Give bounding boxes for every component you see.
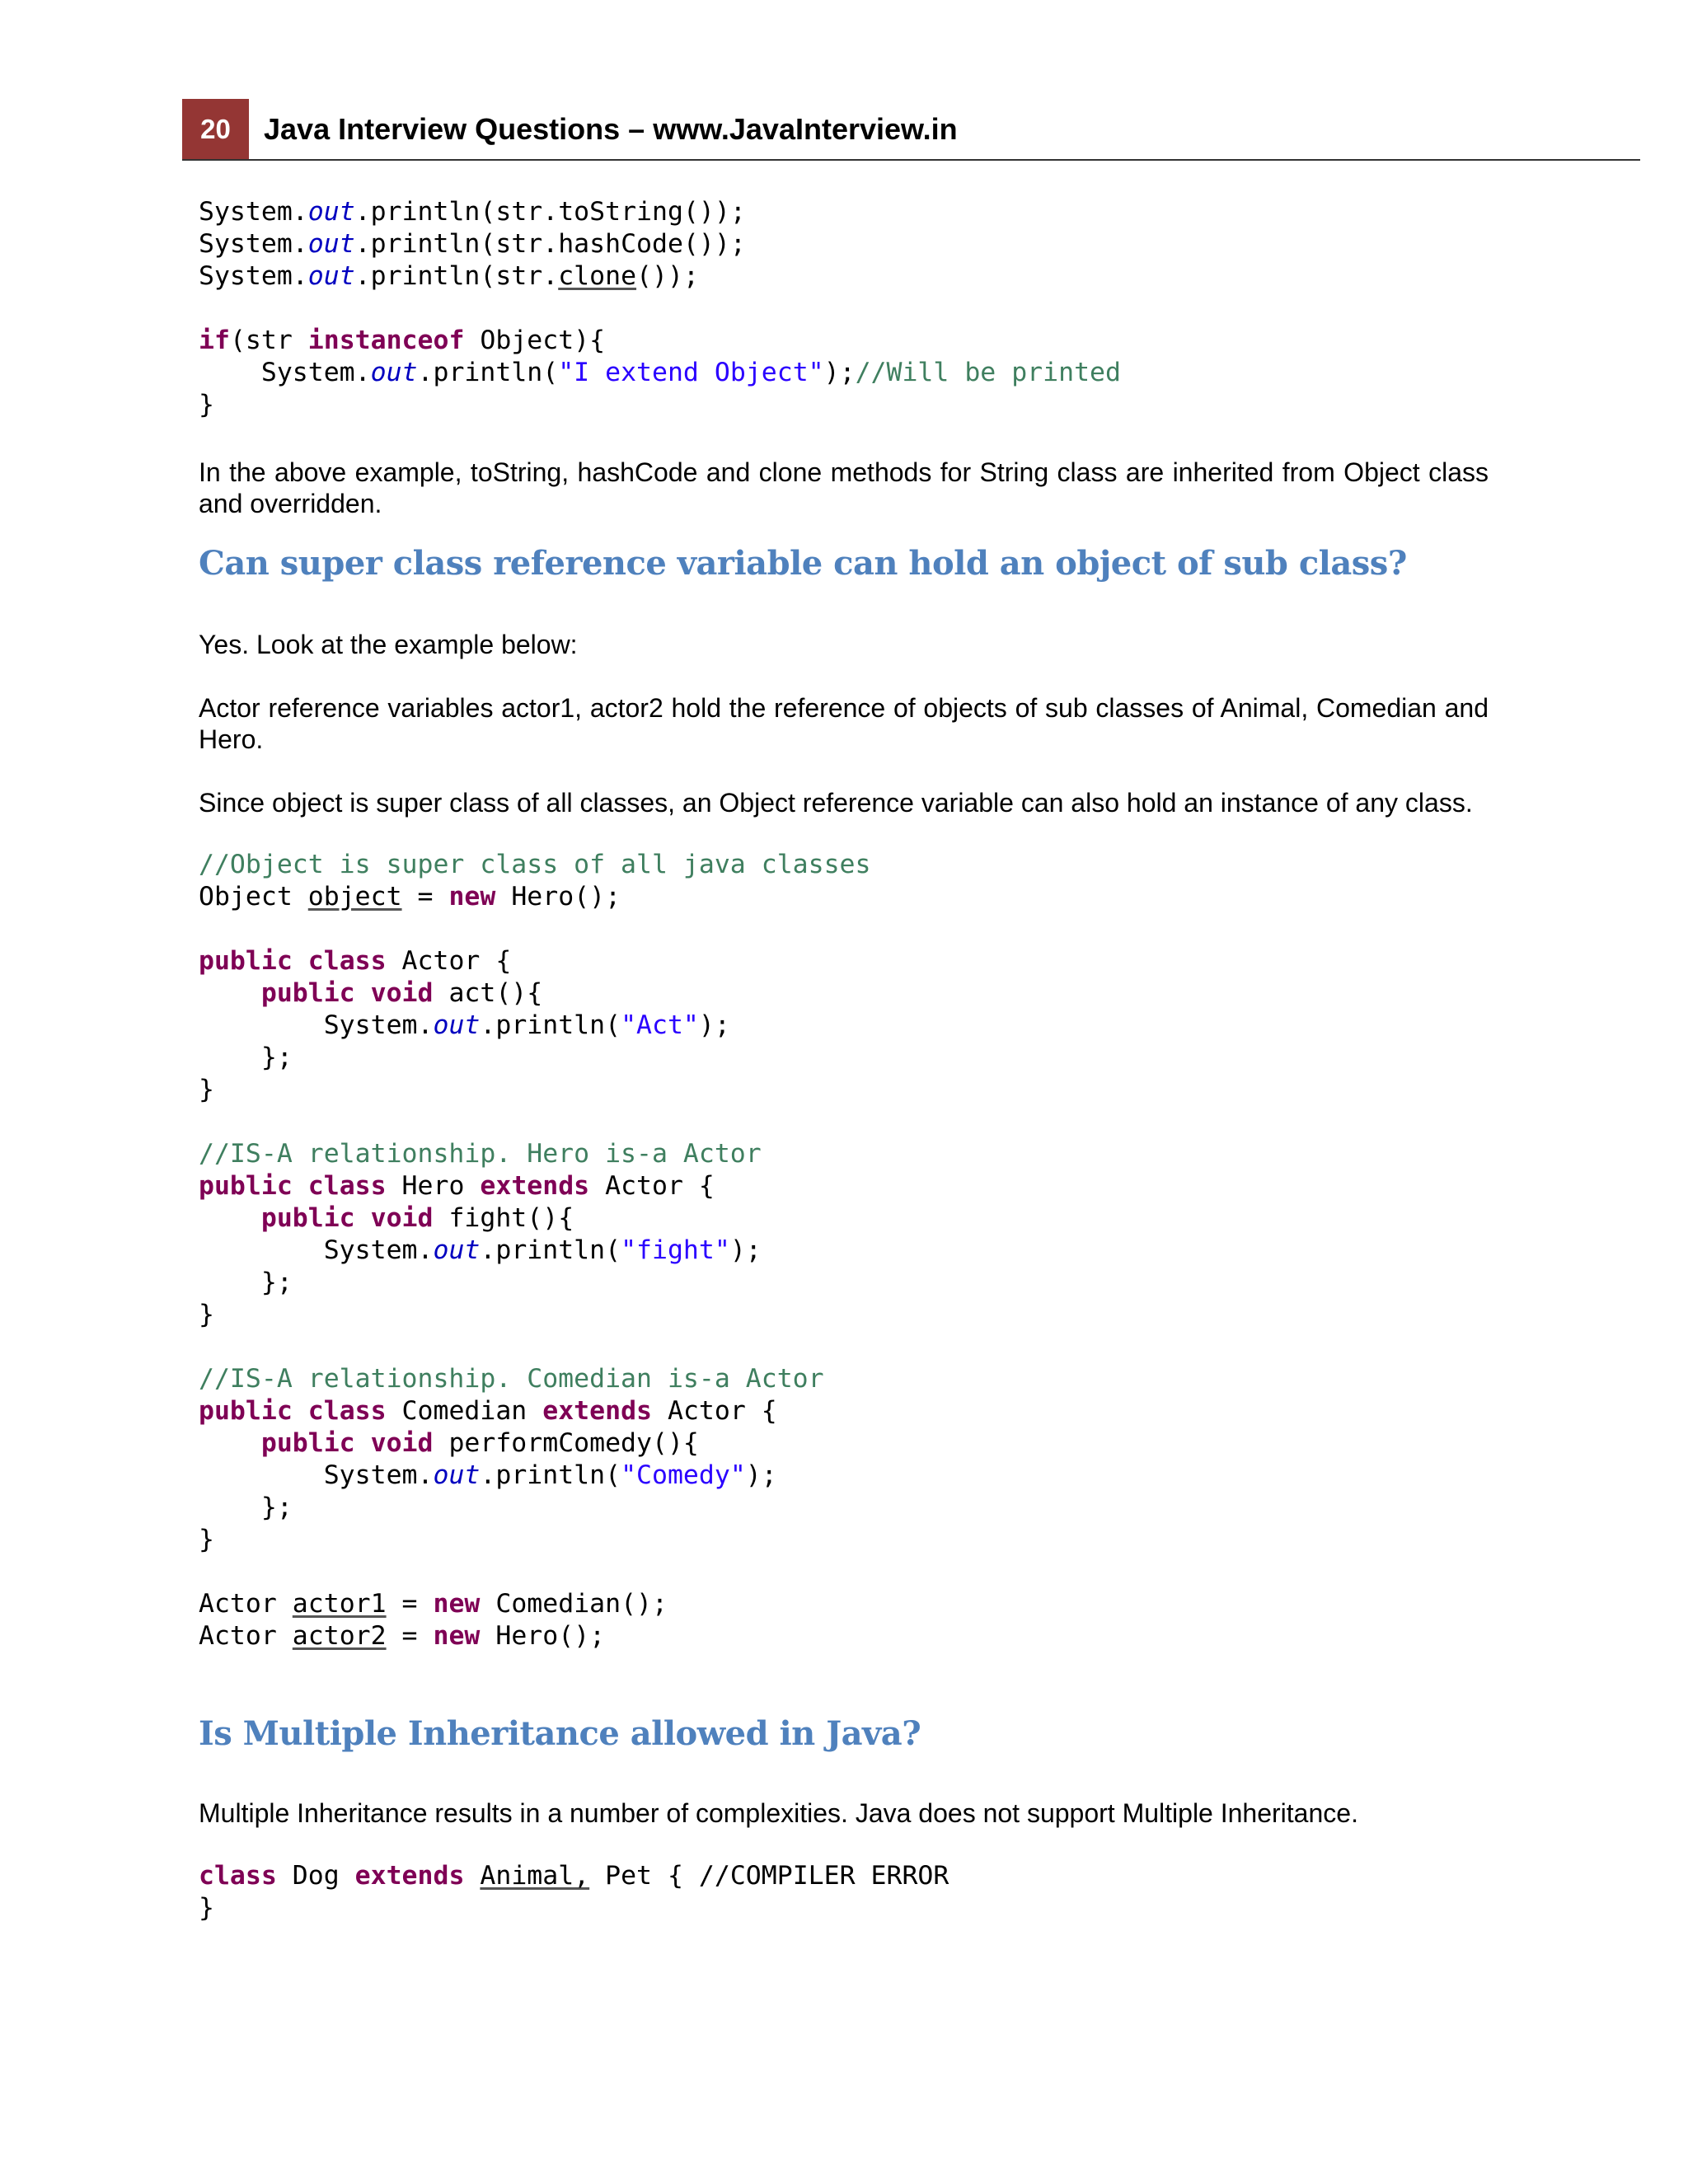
code-line: System.out.println("Act"); (199, 1010, 730, 1040)
code-line: public class Hero extends Actor { (199, 1171, 715, 1201)
code-line: } (199, 1300, 214, 1329)
code-block-tostring (199, 196, 1121, 421)
code-line: System.out.println("Comedy"); (199, 1460, 777, 1490)
code-line: public void act(){ (260, 978, 543, 1008)
code-line: System.out.println(str.clone()); (199, 261, 699, 291)
code-line: }; (199, 1268, 293, 1297)
code-line: class Dog extends Animal, Pet { //COMPILER ERROR (199, 1861, 950, 1891)
code-line: } (199, 1893, 214, 1923)
code-line: public class Comedian extends Actor { (199, 1396, 777, 1426)
paragraph-inheritance-explanation: In the above example, toString, hashCode and clone methods for String class are inherited from Object class and overridden. (199, 457, 1489, 518)
code-line: } (199, 1075, 214, 1104)
code-line: }; (199, 1493, 293, 1522)
code-comment: //IS-A relationship. Hero is-a Actor (199, 1139, 762, 1169)
code-comment: //IS-A relationship. Comedian is-a Actor (199, 1364, 824, 1394)
code-line: if(str instanceof Object){ (199, 326, 606, 355)
code-line: System.out.println(str.hashCode()); (199, 229, 746, 259)
code-block-dog-class (199, 1860, 949, 1924)
page-number-badge (182, 99, 249, 159)
code-blank-line (199, 1331, 870, 1363)
code-line: Actor actor2 = new Hero(); (199, 1621, 606, 1651)
paragraph-yes: Yes. Look at the example below: (199, 630, 578, 659)
code-blank-line (199, 913, 870, 945)
code-line: Object object = new Hero(); (199, 882, 621, 912)
code-line: Actor actor1 = new Comedian(); (199, 1589, 668, 1619)
code-blank-line (199, 1106, 870, 1138)
code-line: }; (199, 1043, 293, 1072)
paragraph-multiple-inheritance: Multiple Inheritance results in a number of complexities. Java does not support Multiple Inheritance. (199, 1798, 1358, 1828)
code-blank-line (199, 293, 1121, 325)
code-line: System.out.println(str.toString()); (199, 197, 746, 227)
paragraph-object-superclass: Since object is super class of all classes, an Object reference variable can also hold an instance of any class. (199, 788, 1473, 818)
page-number: 20 (200, 113, 231, 144)
code-line: } (199, 390, 214, 419)
code-blank-line (199, 1556, 870, 1588)
code-line: System.out.println("I extend Object");//Will be printed (199, 358, 1121, 387)
code-line: public class Actor { (199, 946, 512, 976)
code-line: public void fight(){ (260, 1203, 574, 1233)
code-line: public void performComedy(){ (260, 1428, 699, 1458)
running-header-title: Java Interview Questions – www.JavaInterview.in (264, 112, 958, 146)
code-line: } (199, 1525, 214, 1554)
code-line: System.out.println("fight"); (199, 1235, 762, 1265)
code-block-actor-hierarchy (199, 849, 870, 1652)
header-divider (182, 159, 1640, 161)
code-comment: //Object is super class of all java classes (199, 850, 871, 879)
paragraph-actor-references: Actor reference variables actor1, actor2 hold the reference of objects of sub classes of Animal, Comedian and Hero. (199, 693, 1489, 754)
section-heading-superclass-reference: Can super class reference variable can hold an object of sub class? (199, 544, 1407, 583)
section-heading-multiple-inheritance: Is Multiple Inheritance allowed in Java? (199, 1714, 921, 1753)
